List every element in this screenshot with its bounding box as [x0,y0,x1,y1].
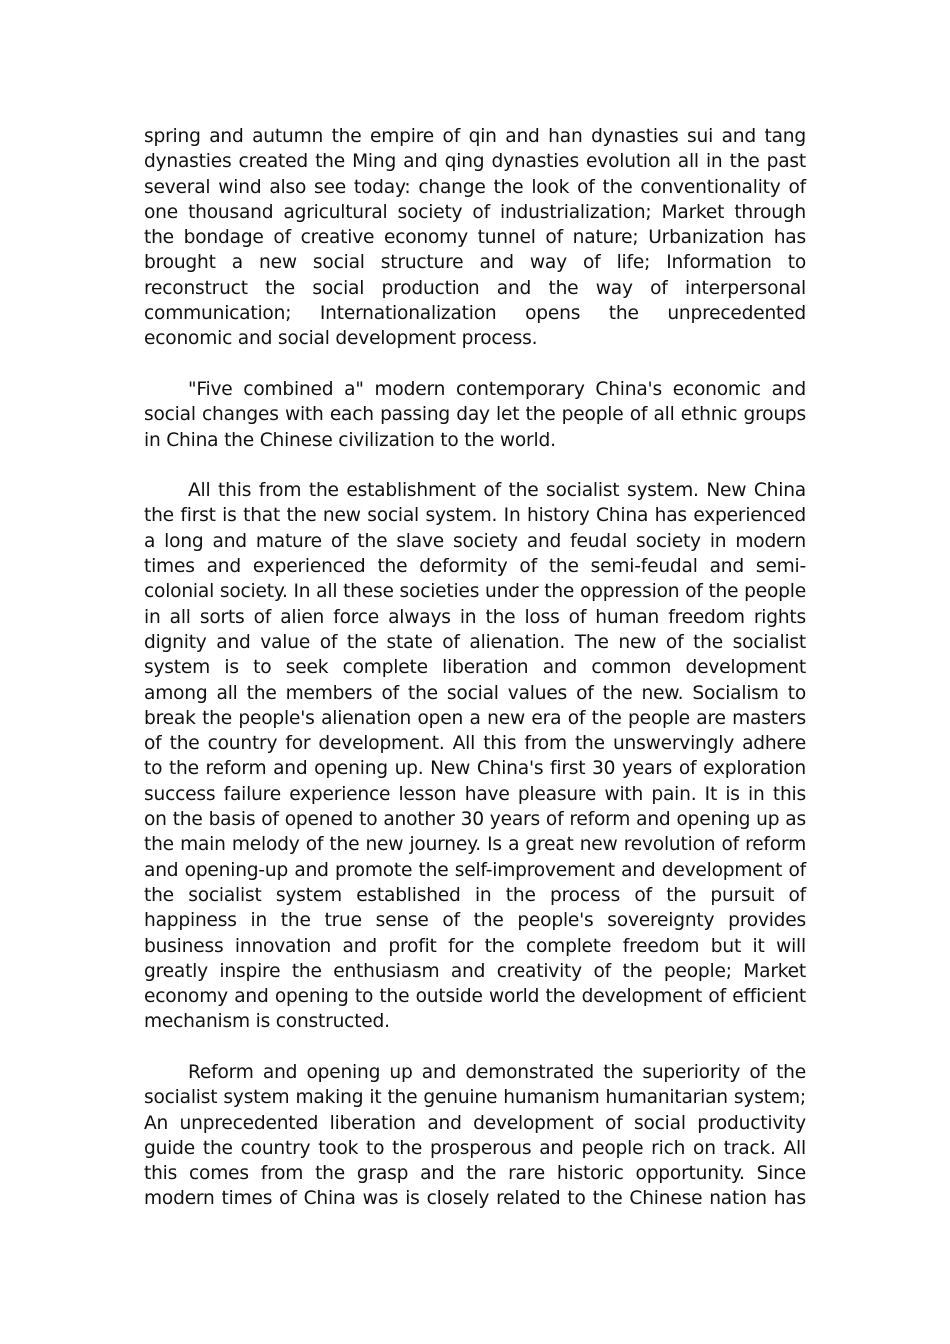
paragraph-3: All this from the establishment of the socialist system. New China the first is that the new social system. In history China has experienced a long and mature of the slave society and feudal society in modern times and experienced the deformity of the semi-feudal and semi-colonial society. In all these societies under the oppression of the people in all sorts of alien force always in the loss of human freedom rights dignity and value of the state of alienation. The new of the socialist system is to seek complete liberation and common development among all the members of the social values of the new. Socialism to break the people's alienation open a new era of the people are masters of the country for development. All this from the unswervingly adhere to the reform and opening up. New China's first 30 years of exploration success failure experience lesson have pleasure with pain. It is in this on the basis of opened to another 30 years of reform and opening up as the main melody of the new journey. Is a great new revolution of reform and opening-up and promote the self-improvement and development of the socialist system established in the process of the pursuit of happiness in the true sense of the people's sovereignty provides business innovation and profit for the complete freedom but it will greatly inspire the enthusiasm and creativity of the people; Market economy and opening to the outside world the development of efficient mechanism is constructed. [144,480,806,1033]
paragraph-1: spring and autumn the empire of qin and han dynasties sui and tang dynasties created the Ming and qing dynasties evolution all in the past several wind also see today: change the look of the conventionality of one thousand agricultural society of industrialization; Market through the bondage of creative economy tunnel of nature; Urbanization has brought a new social structure and way of life; Information to reconstruct the social production and the way of interpersonal communication; Internationalization opens the unprecedented economic and social development process. [144,126,806,350]
paragraph-4: Reform and opening up and demonstrated the superiority of the socialist system making it the genuine humanism humanitarian system; An unprecedented liberation and development of social productivity guide the country took to the prosperous and people rich on track. All this comes from the grasp and the rare historic opportunity. Since modern times of China was is closely related to the Chinese nation has [144,1061,806,1210]
paragraph-2: "Five combined a" modern contemporary China's economic and social changes with each passing day let the people of all ethnic groups in China the Chinese civilization to the world. [144,378,806,451]
paragraph-spacer [144,1035,806,1060]
paragraph-spacer [144,352,806,377]
document-page [144,124,806,1212]
paragraph-spacer [144,453,806,478]
